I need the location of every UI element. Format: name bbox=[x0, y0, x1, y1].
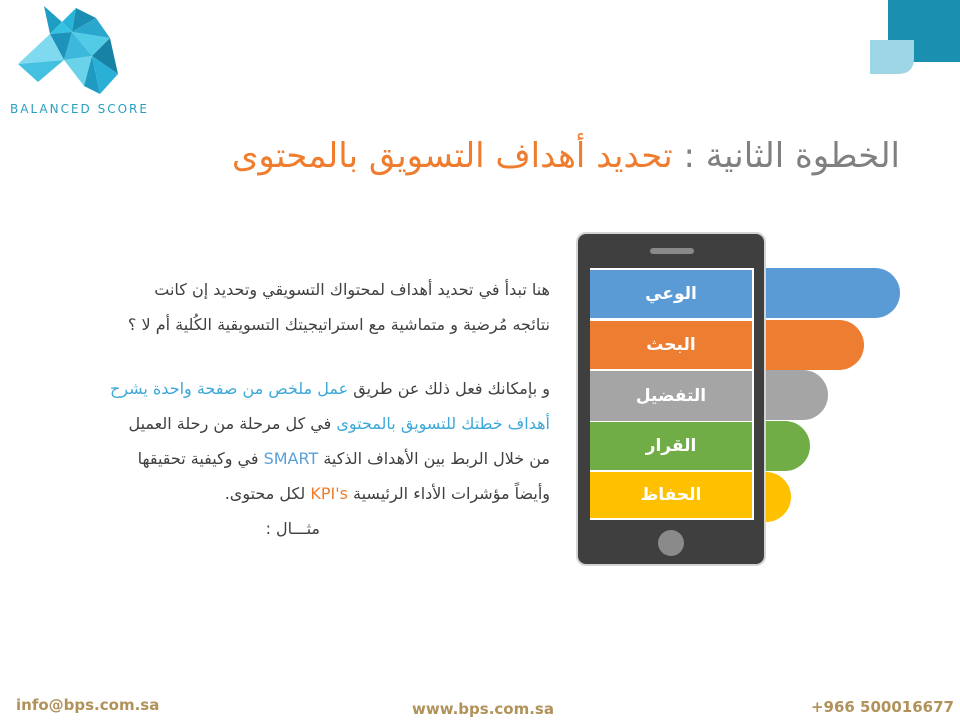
title-highlight: تحديد أهداف التسويق بالمحتوى bbox=[231, 136, 673, 176]
funnel-stage-research bbox=[590, 321, 752, 369]
paragraph-2-line-3 bbox=[50, 441, 550, 476]
funnel-label: التفضيل bbox=[635, 386, 707, 406]
paragraph-1-line-2: نتائجه مُرضية و متماشية مع استراتيجيتك التسويقية الكُلية أم لا ؟ bbox=[127, 315, 550, 334]
brand-logo bbox=[10, 4, 149, 120]
footer-website[interactable]: www.bps.com.sa bbox=[412, 700, 554, 718]
text-segment: في كل مرحلة من رحلة العميل bbox=[128, 414, 337, 433]
funnel-label: القرار bbox=[645, 436, 697, 456]
text-segment: و بإمكانك فعل ذلك عن طريق bbox=[348, 379, 550, 398]
paragraph-2-line-4 bbox=[50, 476, 550, 511]
phone-home-button bbox=[658, 530, 684, 556]
funnel-stage-retention bbox=[590, 472, 752, 518]
footer-phone[interactable]: +966 500016677 bbox=[810, 698, 954, 716]
paragraph-1-line-1: هنا تبدأ في تحديد أهداف لمحتواك التسويقي وتحديد إن كانت bbox=[154, 280, 550, 299]
text-segment: من خلال الربط بين الأهداف الذكية bbox=[318, 449, 550, 468]
title-prefix: الخطوة الثانية : bbox=[672, 136, 900, 176]
text-segment: لكل محتوى. bbox=[224, 484, 311, 503]
text-segment: وأيضاً مؤشرات الأداء الرئيسية bbox=[347, 484, 550, 503]
kpi-highlight: KPI's bbox=[310, 484, 348, 503]
body-text bbox=[50, 272, 550, 546]
footer-email[interactable]: info@bps.com.sa bbox=[16, 696, 160, 714]
paragraph-2-line-1 bbox=[50, 371, 550, 406]
example-label: مثـــال : bbox=[265, 519, 320, 538]
funnel-stage-awareness bbox=[590, 270, 752, 318]
funnel-stage-decision bbox=[590, 422, 752, 470]
funnel-stage-preference bbox=[590, 371, 752, 421]
funnel-label: الحفاظ bbox=[640, 485, 702, 505]
corner-decoration bbox=[870, 0, 960, 80]
funnel-label: الوعي bbox=[645, 284, 697, 304]
text-segment: في وكيفية تحقيقها bbox=[137, 449, 264, 468]
phone-speaker bbox=[650, 248, 694, 254]
highlight-segment: عمل ملخص من صفحة واحدة يشرح bbox=[109, 379, 349, 398]
funnel-label: البحث bbox=[646, 335, 696, 355]
highlight-segment: أهداف خطتك للتسويق بالمحتوى bbox=[336, 414, 550, 433]
horse-logo-icon bbox=[14, 4, 124, 100]
smart-highlight: SMART bbox=[263, 449, 319, 468]
logo-text: BALANCED SCORE bbox=[10, 102, 149, 116]
page-title bbox=[232, 136, 900, 176]
paragraph-2-line-2 bbox=[50, 406, 550, 441]
